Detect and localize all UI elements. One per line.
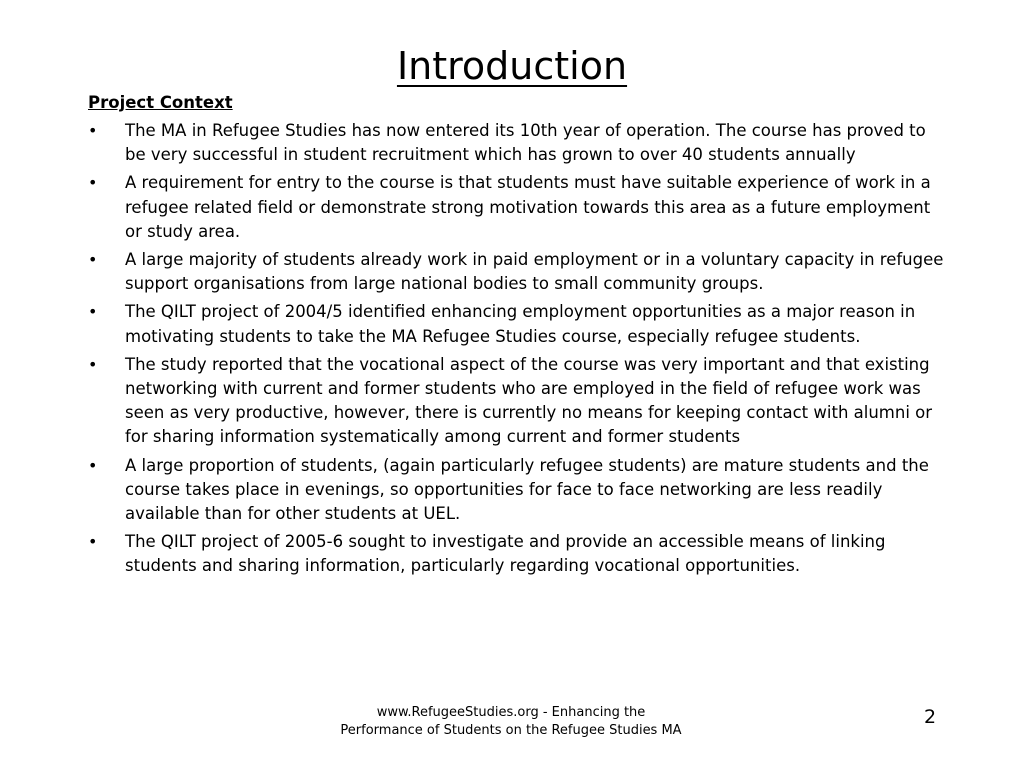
bullet-item [88,171,948,244]
page-number: 2 [923,706,937,728]
bullet-item [88,530,948,578]
bullet-text: The QILT project of 2005-6 sought to investigate and provide an accessible means of linking students and sharing information, particularly regarding vocational opportunities. [125,532,886,576]
bullet-icon: • [88,532,98,552]
bullet-text: The study reported that the vocational aspect of the course was very important and that existing networking with current and former students who are employed in the field of refugee work was seen as very productive, however, there is currently no means for keeping contact with alumni or for sharing information systematically among current and former students [125,354,933,447]
slide-title: Introduction [396,44,628,88]
bullet-text: The QILT project of 2004/5 identified enhancing employment opportunities as a major reason in motivating students to take the MA Refugee Studies course, especially refugee students. [125,302,916,346]
bullet-icon: • [88,121,98,140]
bullet-text: A large majority of students already work in paid employment or in a voluntary capacity in refugee support organisations from large national bodies to small community groups. [125,250,944,294]
bullet-item [88,119,948,167]
bullet-list [88,119,948,583]
bullet-item [88,353,948,450]
bullet-item [88,300,948,348]
bullet-icon: • [88,173,98,193]
bullet-icon: • [88,302,98,322]
bullet-text: The MA in Refugee Studies has now entered its 10th year of operation. The course has proved to be very successful in student recruitment which has grown to over 40 students annually [125,121,926,165]
bullet-text: A large proportion of students, (again particularly refugee students) are mature students and the course takes place in evenings, so opportunities for face to face networking are less readily available than for other students at UEL. [125,455,929,524]
bullet-icon: • [88,455,98,475]
bullet-icon: • [88,250,98,270]
bullet-item [88,248,948,296]
bullet-item [88,454,948,527]
bullet-text: A requirement for entry to the course is that students must have suitable experience of work in a refugee related field or demonstrate strong motivation towards this area as a future employment or study area. [125,173,931,241]
section-heading: Project Context [88,93,233,112]
bullet-icon: • [88,354,98,374]
footer-text: www.RefugeeStudies.org - Enhancing the Performance of Students on the Refugee Studies MA [340,705,682,738]
